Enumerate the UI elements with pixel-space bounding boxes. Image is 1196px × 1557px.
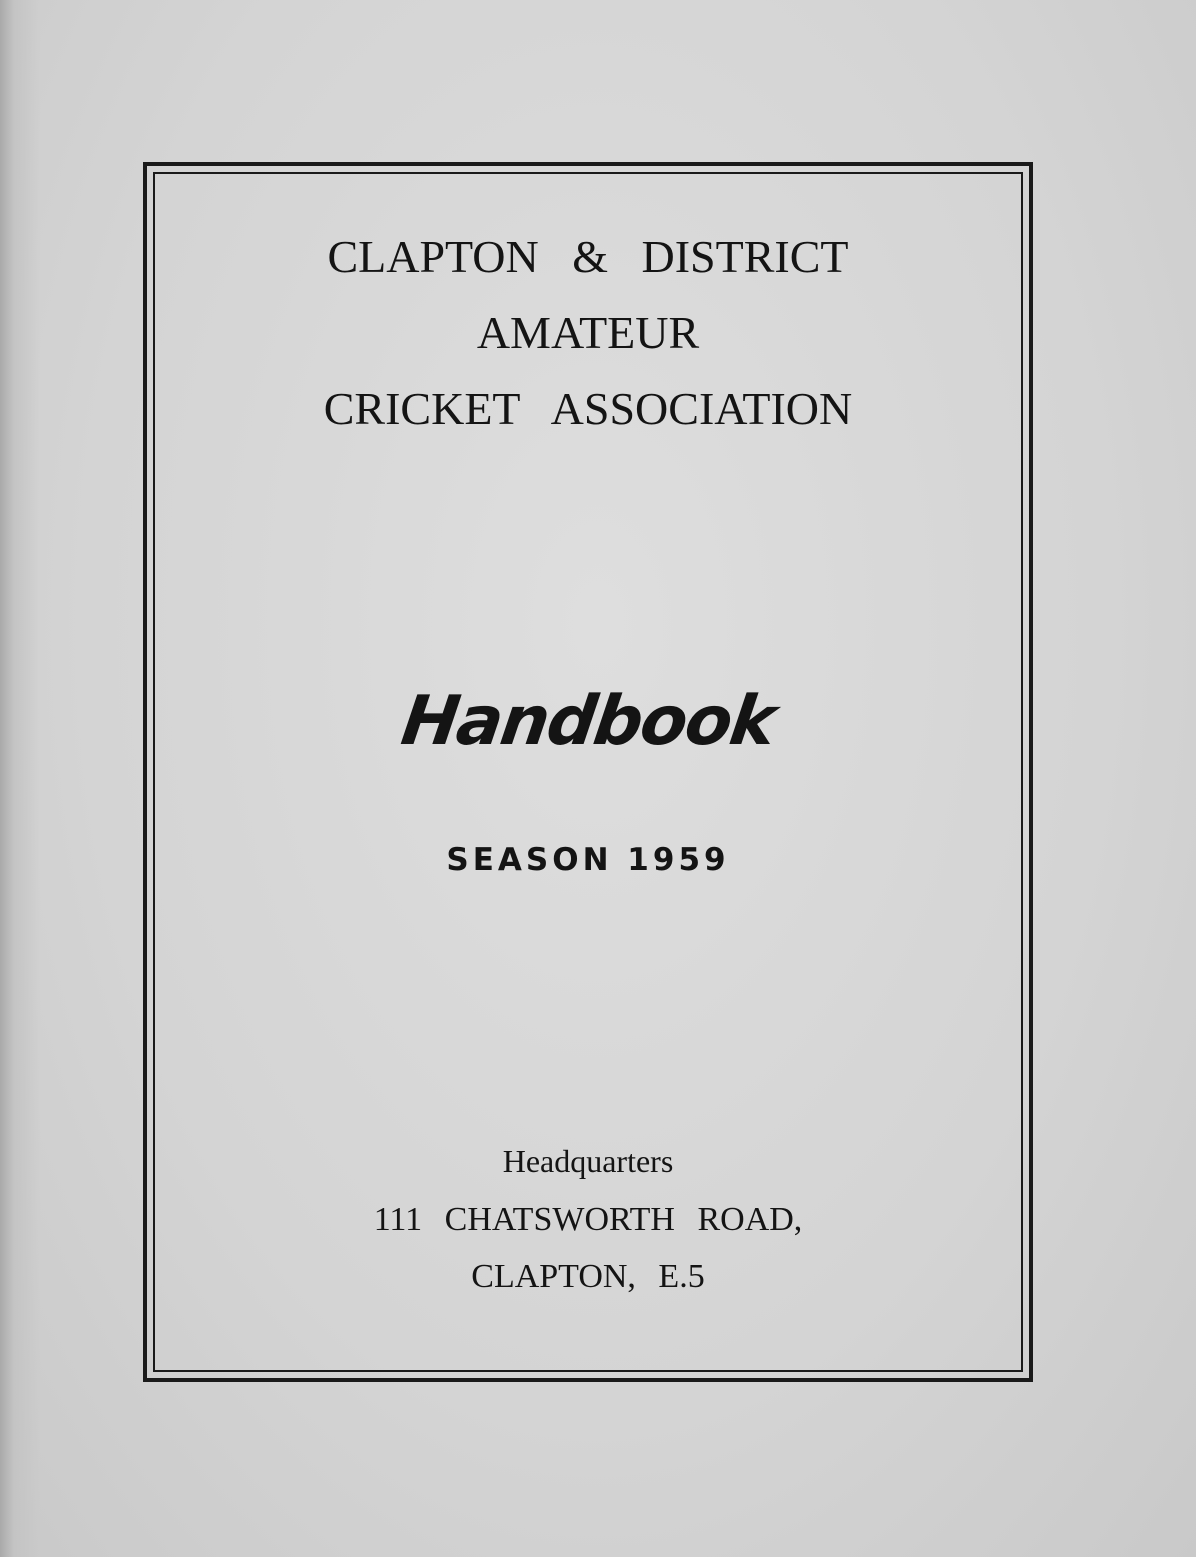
headquarters-label: Headquarters: [502, 1143, 674, 1179]
title-line-3: CRICKET ASSOCIATION: [323, 383, 853, 434]
address-line-2: CLAPTON, E.5: [471, 1258, 705, 1295]
title-line-1: CLAPTON & DISTRICT: [327, 231, 849, 282]
spine-shadow: [0, 0, 40, 1557]
handbook-heading: Handbook: [396, 682, 780, 761]
address-line-1: 111 CHATSWORTH ROAD,: [373, 1201, 803, 1238]
title-line-2: AMATEUR: [476, 307, 700, 358]
season-label: SEASON 1959: [446, 842, 730, 878]
